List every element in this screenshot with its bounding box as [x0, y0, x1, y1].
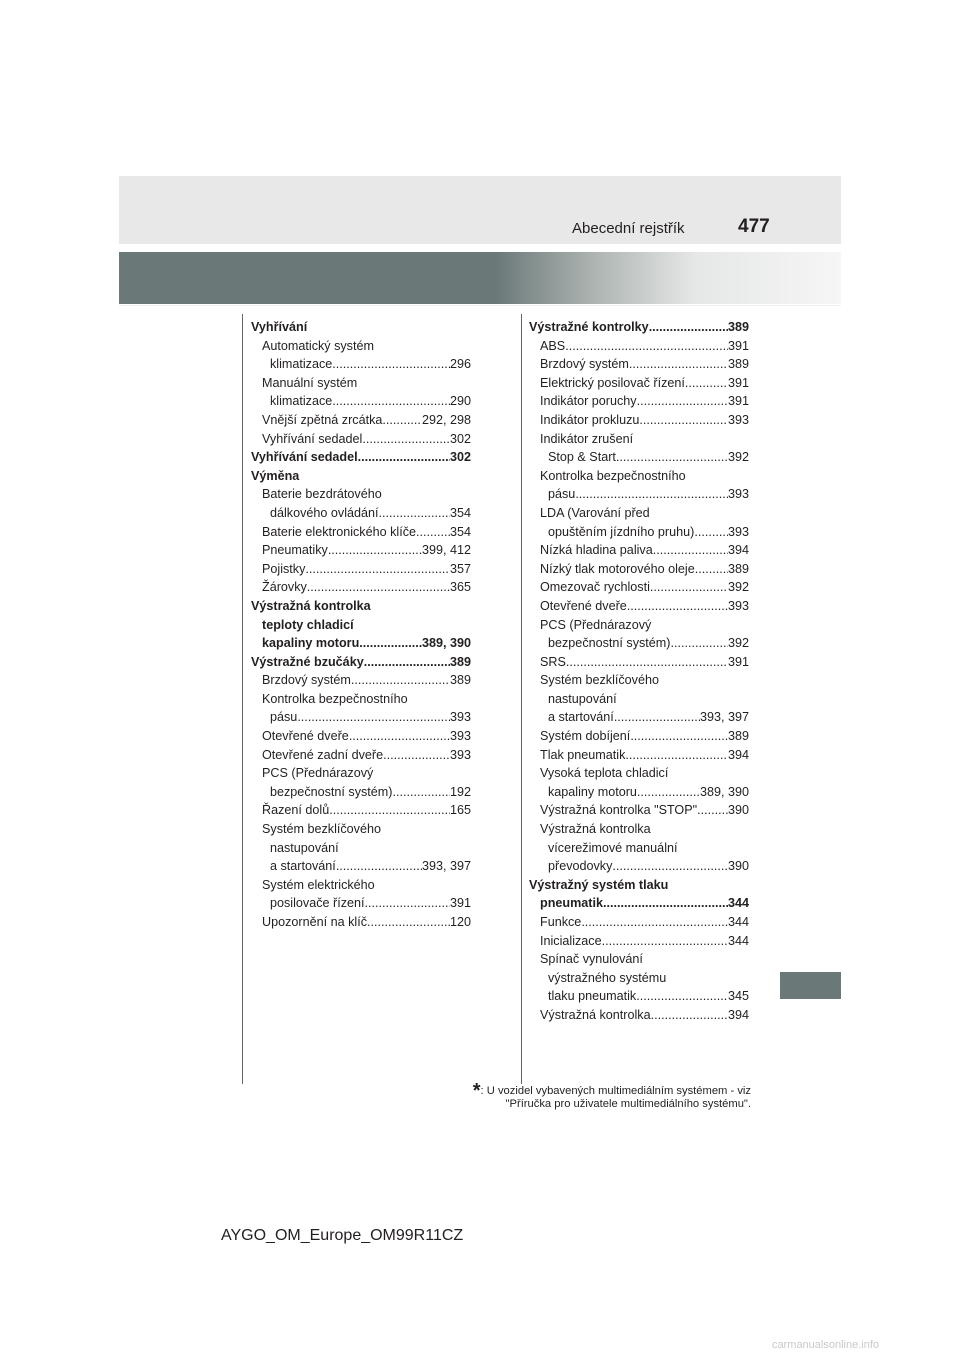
index-entry-line [251, 560, 471, 579]
index-term: Upozornění na klíč [262, 915, 368, 929]
index-term: Inicializace [540, 933, 602, 948]
header-band [119, 176, 841, 244]
index-term: kapaliny motoru [548, 784, 637, 799]
footnote-line-1 [400, 1080, 751, 1102]
dot-leader [307, 578, 450, 597]
index-entry-line [529, 727, 749, 746]
index-term: Výměna [251, 468, 300, 483]
index-entry [251, 876, 471, 913]
page-reference: 393 [449, 747, 471, 762]
dot-leader [627, 597, 728, 616]
index-entry [529, 337, 749, 356]
page-reference: 393 [727, 598, 749, 613]
index-entry [251, 523, 471, 542]
index-term: Výstražné bzučáky [251, 654, 364, 669]
index-entry [251, 467, 471, 486]
dot-leader [639, 411, 728, 430]
index-entry-line [251, 523, 471, 542]
index-entry-line [529, 392, 749, 411]
dot-leader [575, 485, 728, 504]
index-term: Vyhřívání sedadel [262, 431, 363, 446]
dot-leader [329, 801, 450, 820]
index-term: Indikátor zrušení [540, 431, 634, 446]
header-gradient-bar [119, 252, 841, 304]
index-term: Systém elektrického [262, 877, 375, 892]
index-entry [251, 578, 471, 597]
dot-leader [566, 653, 728, 672]
page-reference: 391 [727, 654, 749, 669]
page-reference: 393 [449, 729, 471, 744]
header-divider [119, 305, 841, 306]
index-entry [251, 560, 471, 579]
index-entry-line [251, 708, 471, 727]
dot-leader [305, 560, 450, 579]
index-term: bezpečnostní systém) [270, 784, 393, 799]
dot-leader [671, 634, 728, 653]
index-entry-line [529, 541, 749, 560]
page-reference: 354 [449, 505, 471, 520]
index-entry-line [529, 374, 749, 393]
dot-leader [650, 578, 728, 597]
dot-leader [636, 987, 728, 1006]
dot-leader [625, 746, 728, 765]
page-reference: 390 [727, 859, 749, 874]
dot-leader [651, 1006, 728, 1025]
index-term: Manuální systém [262, 375, 358, 390]
index-term: Výstražná kontrolka [540, 822, 651, 837]
index-term: pásu [270, 710, 298, 725]
dot-leader [379, 504, 450, 523]
index-entry [529, 801, 749, 820]
index-entry [529, 746, 749, 765]
dot-leader [612, 857, 728, 876]
index-term: Otevřené dveře [262, 729, 349, 744]
dot-leader [336, 857, 422, 876]
index-entry-line [251, 653, 471, 672]
page-reference: 393, 397 [699, 710, 749, 725]
page-reference: 389 [449, 673, 471, 688]
index-term: Kontrolka bezpečnostního [262, 691, 408, 706]
index-term: dálkového ovládání [270, 505, 379, 520]
index-entry [529, 560, 749, 579]
index-entry-line [251, 541, 471, 560]
index-term: Řazení dolů [262, 803, 330, 818]
index-entry [529, 504, 749, 541]
index-column-left [251, 318, 471, 932]
index-term: Indikátor poruchy [540, 394, 637, 409]
index-entry-line [251, 392, 471, 411]
index-entry [529, 653, 749, 672]
index-term: Spínač vynulování [540, 952, 643, 967]
index-term: převodovky [548, 859, 613, 874]
dot-leader [603, 894, 728, 913]
dot-leader [653, 541, 728, 560]
index-entry-line [251, 894, 471, 913]
page-reference: 345 [727, 989, 749, 1004]
page-reference: 120 [449, 915, 471, 929]
index-entry-line [529, 485, 749, 504]
dot-leader [614, 708, 700, 727]
index-entry [529, 913, 749, 932]
index-entry-line [529, 634, 749, 653]
index-term: Otevřené dveře [540, 598, 627, 613]
dot-leader [649, 318, 728, 337]
index-term: Omezovač rychlosti [540, 580, 650, 595]
index-entry [529, 876, 749, 913]
dot-leader [393, 783, 450, 802]
index-entry [251, 801, 471, 820]
index-term: Automatický systém [262, 338, 374, 353]
dot-leader [328, 541, 422, 560]
page-reference: 391 [727, 375, 749, 390]
index-entry [251, 541, 471, 560]
dot-leader [367, 913, 450, 932]
index-entry [251, 727, 471, 746]
page-reference: 399, 412 [421, 543, 471, 558]
index-term: pásu [548, 487, 576, 502]
index-term: Systém dobíjení [540, 729, 631, 744]
index-term: Stop & Start [548, 450, 616, 465]
index-entry [529, 541, 749, 560]
index-term: bezpečnostní systém) [548, 636, 671, 651]
page-reference: 394 [727, 747, 749, 762]
index-entry [529, 578, 749, 597]
page-reference: 302 [449, 431, 471, 446]
index-entry-line [529, 578, 749, 597]
index-entry-line [251, 913, 471, 932]
index-term: Výstražná kontrolka [540, 1007, 651, 1022]
dot-leader [416, 523, 450, 542]
index-term: a startování [270, 859, 336, 874]
page-reference: 344 [727, 933, 749, 948]
index-term: Vnější zpětná zrcátka [262, 412, 383, 427]
index-entry [251, 746, 471, 765]
index-term: Nízký tlak motorového oleje [540, 561, 695, 576]
index-term: výstražného systému [548, 970, 667, 985]
column-rule-middle [521, 314, 522, 1084]
index-entry [251, 374, 471, 411]
index-entry-line [529, 560, 749, 579]
index-entry-line [529, 597, 749, 616]
watermark: carmanualsonline.info [772, 1339, 880, 1351]
index-entry [529, 950, 749, 1006]
dot-leader [351, 671, 450, 690]
dot-leader [637, 783, 700, 802]
dot-leader [349, 727, 450, 746]
page-reference: 389 [727, 320, 749, 334]
index-term: Otevřené zadní dveře [262, 747, 384, 762]
index-entry-line [251, 578, 471, 597]
index-entry-line [251, 727, 471, 746]
page-reference: 290 [449, 394, 471, 409]
page-reference: 390 [727, 803, 749, 818]
page-reference: 302 [449, 450, 471, 465]
index-entry-line [529, 355, 749, 374]
index-entry-line [529, 857, 749, 876]
index-term: pneumatik [540, 896, 603, 911]
index-term: teploty chladicí [262, 617, 354, 632]
index-term: Systém bezklíčového [540, 673, 659, 688]
index-term: Výstražná kontrolka "STOP" [540, 803, 698, 818]
index-term: LDA (Varování před [540, 505, 650, 520]
index-entry [529, 616, 749, 653]
index-entry [251, 597, 471, 653]
index-term: klimatizace [270, 357, 333, 372]
index-term: opuštěním jízdního pruhu) [548, 524, 695, 539]
index-entry [251, 913, 471, 932]
dot-leader [362, 430, 450, 449]
index-term: Brzdový systém [540, 357, 629, 372]
dot-leader [630, 727, 728, 746]
index-term: tlaku pneumatik [548, 989, 637, 1004]
page-reference: 392 [727, 580, 749, 595]
index-entry-line [529, 987, 749, 1006]
page-reference: 344 [727, 915, 749, 929]
page-reference: 393 [727, 412, 749, 427]
dot-leader [297, 708, 450, 727]
page-reference: 391 [449, 896, 471, 911]
index-term: ABS [540, 338, 566, 353]
page-reference: 394 [727, 1007, 749, 1022]
index-entry [251, 690, 471, 727]
index-entry [251, 318, 471, 337]
index-term: Funkce [540, 915, 582, 929]
index-term: Žárovky [262, 580, 307, 595]
page-reference: 296 [449, 357, 471, 372]
page-reference: 393 [449, 710, 471, 725]
index-entry [529, 430, 749, 467]
dot-leader [364, 653, 450, 672]
index-entry [529, 374, 749, 393]
index-entry-line [529, 708, 749, 727]
chapter-tab [780, 972, 841, 999]
index-term: Výstražné kontrolky [529, 320, 649, 334]
index-entry-line [251, 671, 471, 690]
index-term: kapaliny motoru [262, 636, 360, 651]
dot-leader [358, 448, 450, 467]
index-term: nastupování [270, 840, 339, 855]
dot-leader [616, 448, 728, 467]
index-entry-line [251, 857, 471, 876]
index-term: Pojistky [262, 561, 306, 576]
page-reference: 389 [727, 357, 749, 372]
index-entry [529, 932, 749, 951]
index-entry [529, 467, 749, 504]
index-entry [529, 318, 749, 337]
page-reference: 192 [449, 784, 471, 799]
index-entry [529, 411, 749, 430]
index-entry-line [529, 746, 749, 765]
page-reference: 393, 397 [421, 859, 471, 874]
index-entry-line [529, 411, 749, 430]
dot-leader [637, 392, 728, 411]
index-term: Nízká hladina paliva [540, 543, 653, 558]
dot-leader [359, 634, 422, 653]
index-entry-line [251, 746, 471, 765]
index-term: Elektrický posilovač řízení [540, 375, 685, 390]
index-term: Vyhřívání sedadel [251, 450, 358, 465]
dot-leader [629, 355, 728, 374]
index-entry-line [251, 448, 471, 467]
index-term: Výstražná kontrolka [251, 598, 371, 613]
dot-leader [365, 894, 450, 913]
index-entry [251, 820, 471, 876]
page-reference: 391 [727, 338, 749, 353]
page-reference: 389, 390 [699, 784, 749, 799]
dot-leader [694, 523, 728, 542]
dot-leader [565, 337, 728, 356]
index-term: Vyhřívání [251, 320, 308, 334]
index-term: Vysoká teplota chladicí [540, 766, 669, 781]
index-term: Indikátor prokluzu [540, 412, 640, 427]
index-term: Tlak pneumatik [540, 747, 626, 762]
index-entry-line [529, 932, 749, 951]
footnote [400, 1080, 751, 1111]
index-entry-line [529, 894, 749, 913]
page-reference: 165 [449, 803, 471, 818]
footnote-text-1: : U vozidel vybavených multimediálním systémem - viz [480, 1085, 751, 1097]
index-term: Baterie bezdrátového [262, 487, 382, 502]
index-entry [251, 411, 471, 430]
index-term: SRS [540, 654, 566, 669]
index-entry [251, 764, 471, 801]
page-reference: 365 [449, 580, 471, 595]
index-entry [529, 671, 749, 727]
index-entry-line [529, 913, 749, 932]
page-reference: 344 [727, 896, 749, 911]
index-entry-line [529, 653, 749, 672]
dot-leader [332, 355, 450, 374]
index-term: Pneumatiky [262, 543, 328, 558]
index-term: Brzdový systém [262, 673, 351, 688]
page-number: 477 [738, 216, 770, 237]
index-entry-line [251, 411, 471, 430]
index-entry [529, 727, 749, 746]
page-reference: 394 [727, 543, 749, 558]
index-entry [251, 485, 471, 522]
index-term: nastupování [548, 691, 617, 706]
index-term: Systém bezklíčového [262, 822, 381, 837]
column-rule-left [242, 314, 243, 1084]
dot-leader [685, 374, 728, 393]
index-entry-line [251, 504, 471, 523]
index-term: klimatizace [270, 394, 333, 409]
page-reference: 389 [449, 654, 471, 669]
index-entry [529, 764, 749, 801]
index-entry-line [251, 634, 471, 653]
section-title: Abecední rejstřík [572, 220, 685, 237]
index-entry [251, 337, 471, 374]
dot-leader [382, 411, 422, 430]
index-entry [529, 392, 749, 411]
index-entry-line [529, 523, 749, 542]
index-term: posilovače řízení [270, 896, 365, 911]
page-reference: 389, 390 [421, 636, 471, 651]
page-reference: 393 [727, 487, 749, 502]
index-entry-line [529, 801, 749, 820]
index-term: PCS (Přednárazový [262, 766, 374, 781]
index-entry [251, 448, 471, 467]
index-entry [251, 671, 471, 690]
page-reference: 392 [727, 636, 749, 651]
index-entry [251, 653, 471, 672]
index-entry [529, 820, 749, 876]
page-reference: 389 [727, 561, 749, 576]
index-term: vícerežimové manuální [548, 840, 678, 855]
page-reference: 391 [727, 394, 749, 409]
page-reference: 392 [727, 450, 749, 465]
index-entry [529, 1006, 749, 1025]
dot-leader [695, 560, 728, 579]
dot-leader [332, 392, 450, 411]
index-entry-line [529, 337, 749, 356]
index-entry-line [529, 783, 749, 802]
dot-leader [581, 913, 728, 932]
page-reference: 393 [727, 524, 749, 539]
index-term: Kontrolka bezpečnostního [540, 468, 686, 483]
footnote-marker: * [472, 1080, 481, 1102]
page-reference: 389 [727, 729, 749, 744]
index-entry-line [529, 318, 749, 337]
index-term: a startování [548, 710, 614, 725]
index-entry-line [251, 430, 471, 449]
dot-leader [697, 801, 728, 820]
index-term: PCS (Přednárazový [540, 617, 652, 632]
document-code: AYGO_OM_Europe_OM99R11CZ [221, 1227, 464, 1244]
index-entry-line [529, 1006, 749, 1025]
page-reference: 292, 298 [421, 412, 471, 427]
index-term: Výstražný systém tlaku [529, 877, 669, 892]
index-entry [251, 430, 471, 449]
index-entry-line [251, 801, 471, 820]
page-reference: 357 [449, 561, 471, 576]
index-entry-line [529, 448, 749, 467]
footnote-line-2: "Příručka pro uživatele multimediálního systému". [505, 1098, 751, 1110]
index-entry-line [251, 783, 471, 802]
index-column-right [529, 318, 749, 1025]
index-entry [529, 597, 749, 616]
index-entry [529, 355, 749, 374]
dot-leader [602, 932, 728, 951]
index-term: Baterie elektronického klíče [262, 524, 417, 539]
index-entry-line [251, 355, 471, 374]
dot-leader [383, 746, 450, 765]
page-reference: 354 [449, 524, 471, 539]
